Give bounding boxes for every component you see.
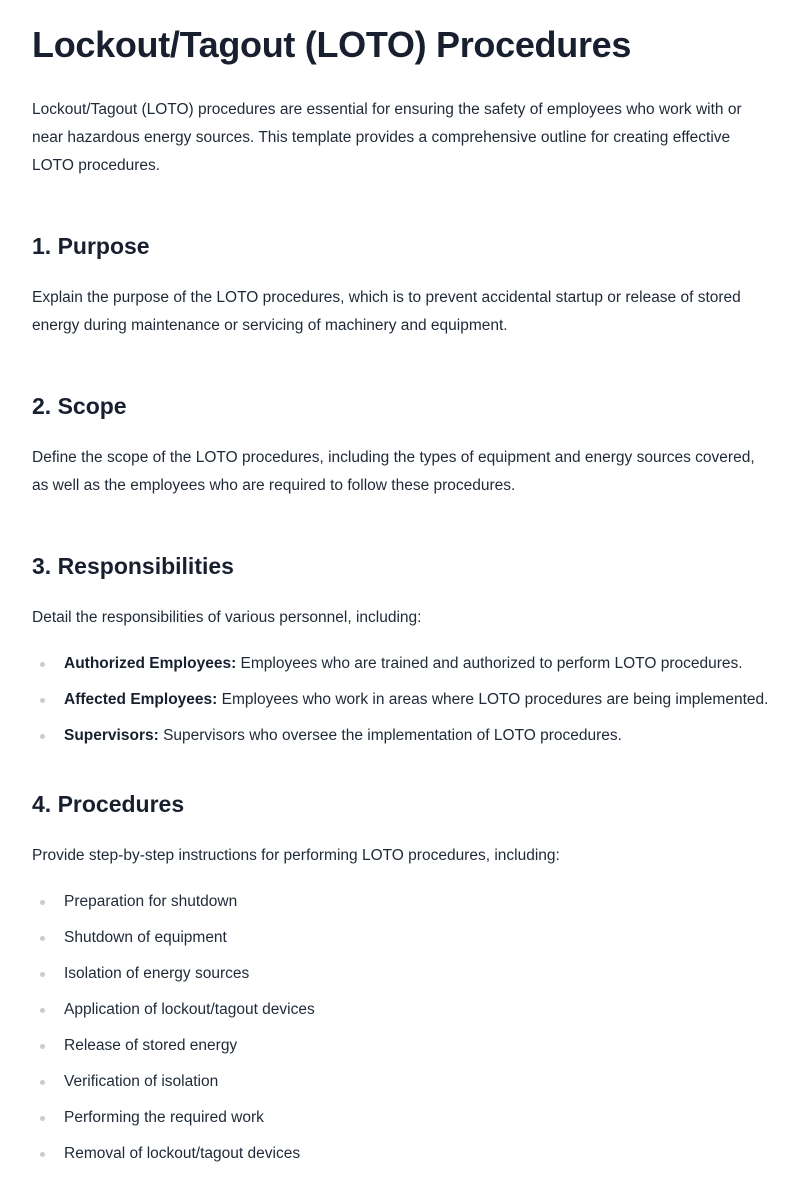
section-text: Explain the purpose of the LOTO procedures, which is to prevent accidental startup or release of stored energy during maintenance or servicing of machinery and equipment. [32,289,741,334]
list-item [32,998,768,1022]
list-item-text: Shutdown of equipment [64,929,227,946]
page-title: Lockout/Tagout (LOTO) Procedures [32,24,632,65]
list-item [32,1070,768,1094]
list-item-term: Affected Employees: [64,691,218,708]
list-item-term: Authorized Employees: [64,655,237,672]
list-item [32,688,768,712]
section-text: Provide step-by-step instructions for performing LOTO procedures, including: [32,847,560,864]
bullet-icon [40,662,45,667]
section-heading: 2. Scope [32,393,127,419]
list-item-description: Employees who are trained and authorized to perform LOTO procedures. [236,655,743,672]
section-responsibilities [32,550,768,748]
intro-paragraph: Lockout/Tagout (LOTO) procedures are essential for ensuring the safety of employees who work with or near hazardous energy sources. This template provides a comprehensive outline for creating effective LOTO procedures. [32,101,742,174]
bullet-icon [40,936,45,941]
section-heading: 1. Purpose [32,233,150,259]
bullet-icon [40,734,45,739]
list-item-text: Release of stored energy [64,1037,238,1054]
list-item-description: Supervisors who oversee the implementation of LOTO procedures. [158,727,622,744]
procedures-list [32,890,768,1166]
responsibilities-list [32,652,768,748]
list-item-text: Application of lockout/tagout devices [64,1001,315,1018]
list-item-text: Removal of lockout/tagout devices [64,1145,301,1162]
list-item-text: Preparation for shutdown [64,893,238,910]
section-text: Detail the responsibilities of various personnel, including: [32,609,422,626]
list-item [32,962,768,986]
bullet-icon [40,900,45,905]
bullet-icon [40,1044,45,1049]
list-item-text: Performing the required work [64,1109,264,1126]
list-item-term: Supervisors: [64,727,159,744]
bullet-icon [40,1116,45,1121]
list-item-text: Isolation of energy sources [64,965,250,982]
list-item-description: Employees who work in areas where LOTO procedures are being implemented. [217,691,769,708]
bullet-icon [40,972,45,977]
list-item [32,724,768,748]
list-item [32,1034,768,1058]
bullet-icon [40,1080,45,1085]
bullet-icon [40,698,45,703]
list-item [32,652,768,676]
section-procedures [32,788,768,1166]
section-heading: 3. Responsibilities [32,553,234,579]
section-scope [32,390,768,500]
list-item-text: Verification of isolation [64,1073,219,1090]
bullet-icon [40,1152,45,1157]
list-item [32,926,768,950]
list-item [32,1142,768,1166]
list-item [32,1106,768,1130]
section-heading: 4. Procedures [32,791,185,817]
list-item [32,890,768,914]
section-purpose [32,230,768,340]
bullet-icon [40,1008,45,1013]
section-text: Define the scope of the LOTO procedures, including the types of equipment and energy sources covered, as well as the employees who are required to follow these procedures. [32,449,755,494]
